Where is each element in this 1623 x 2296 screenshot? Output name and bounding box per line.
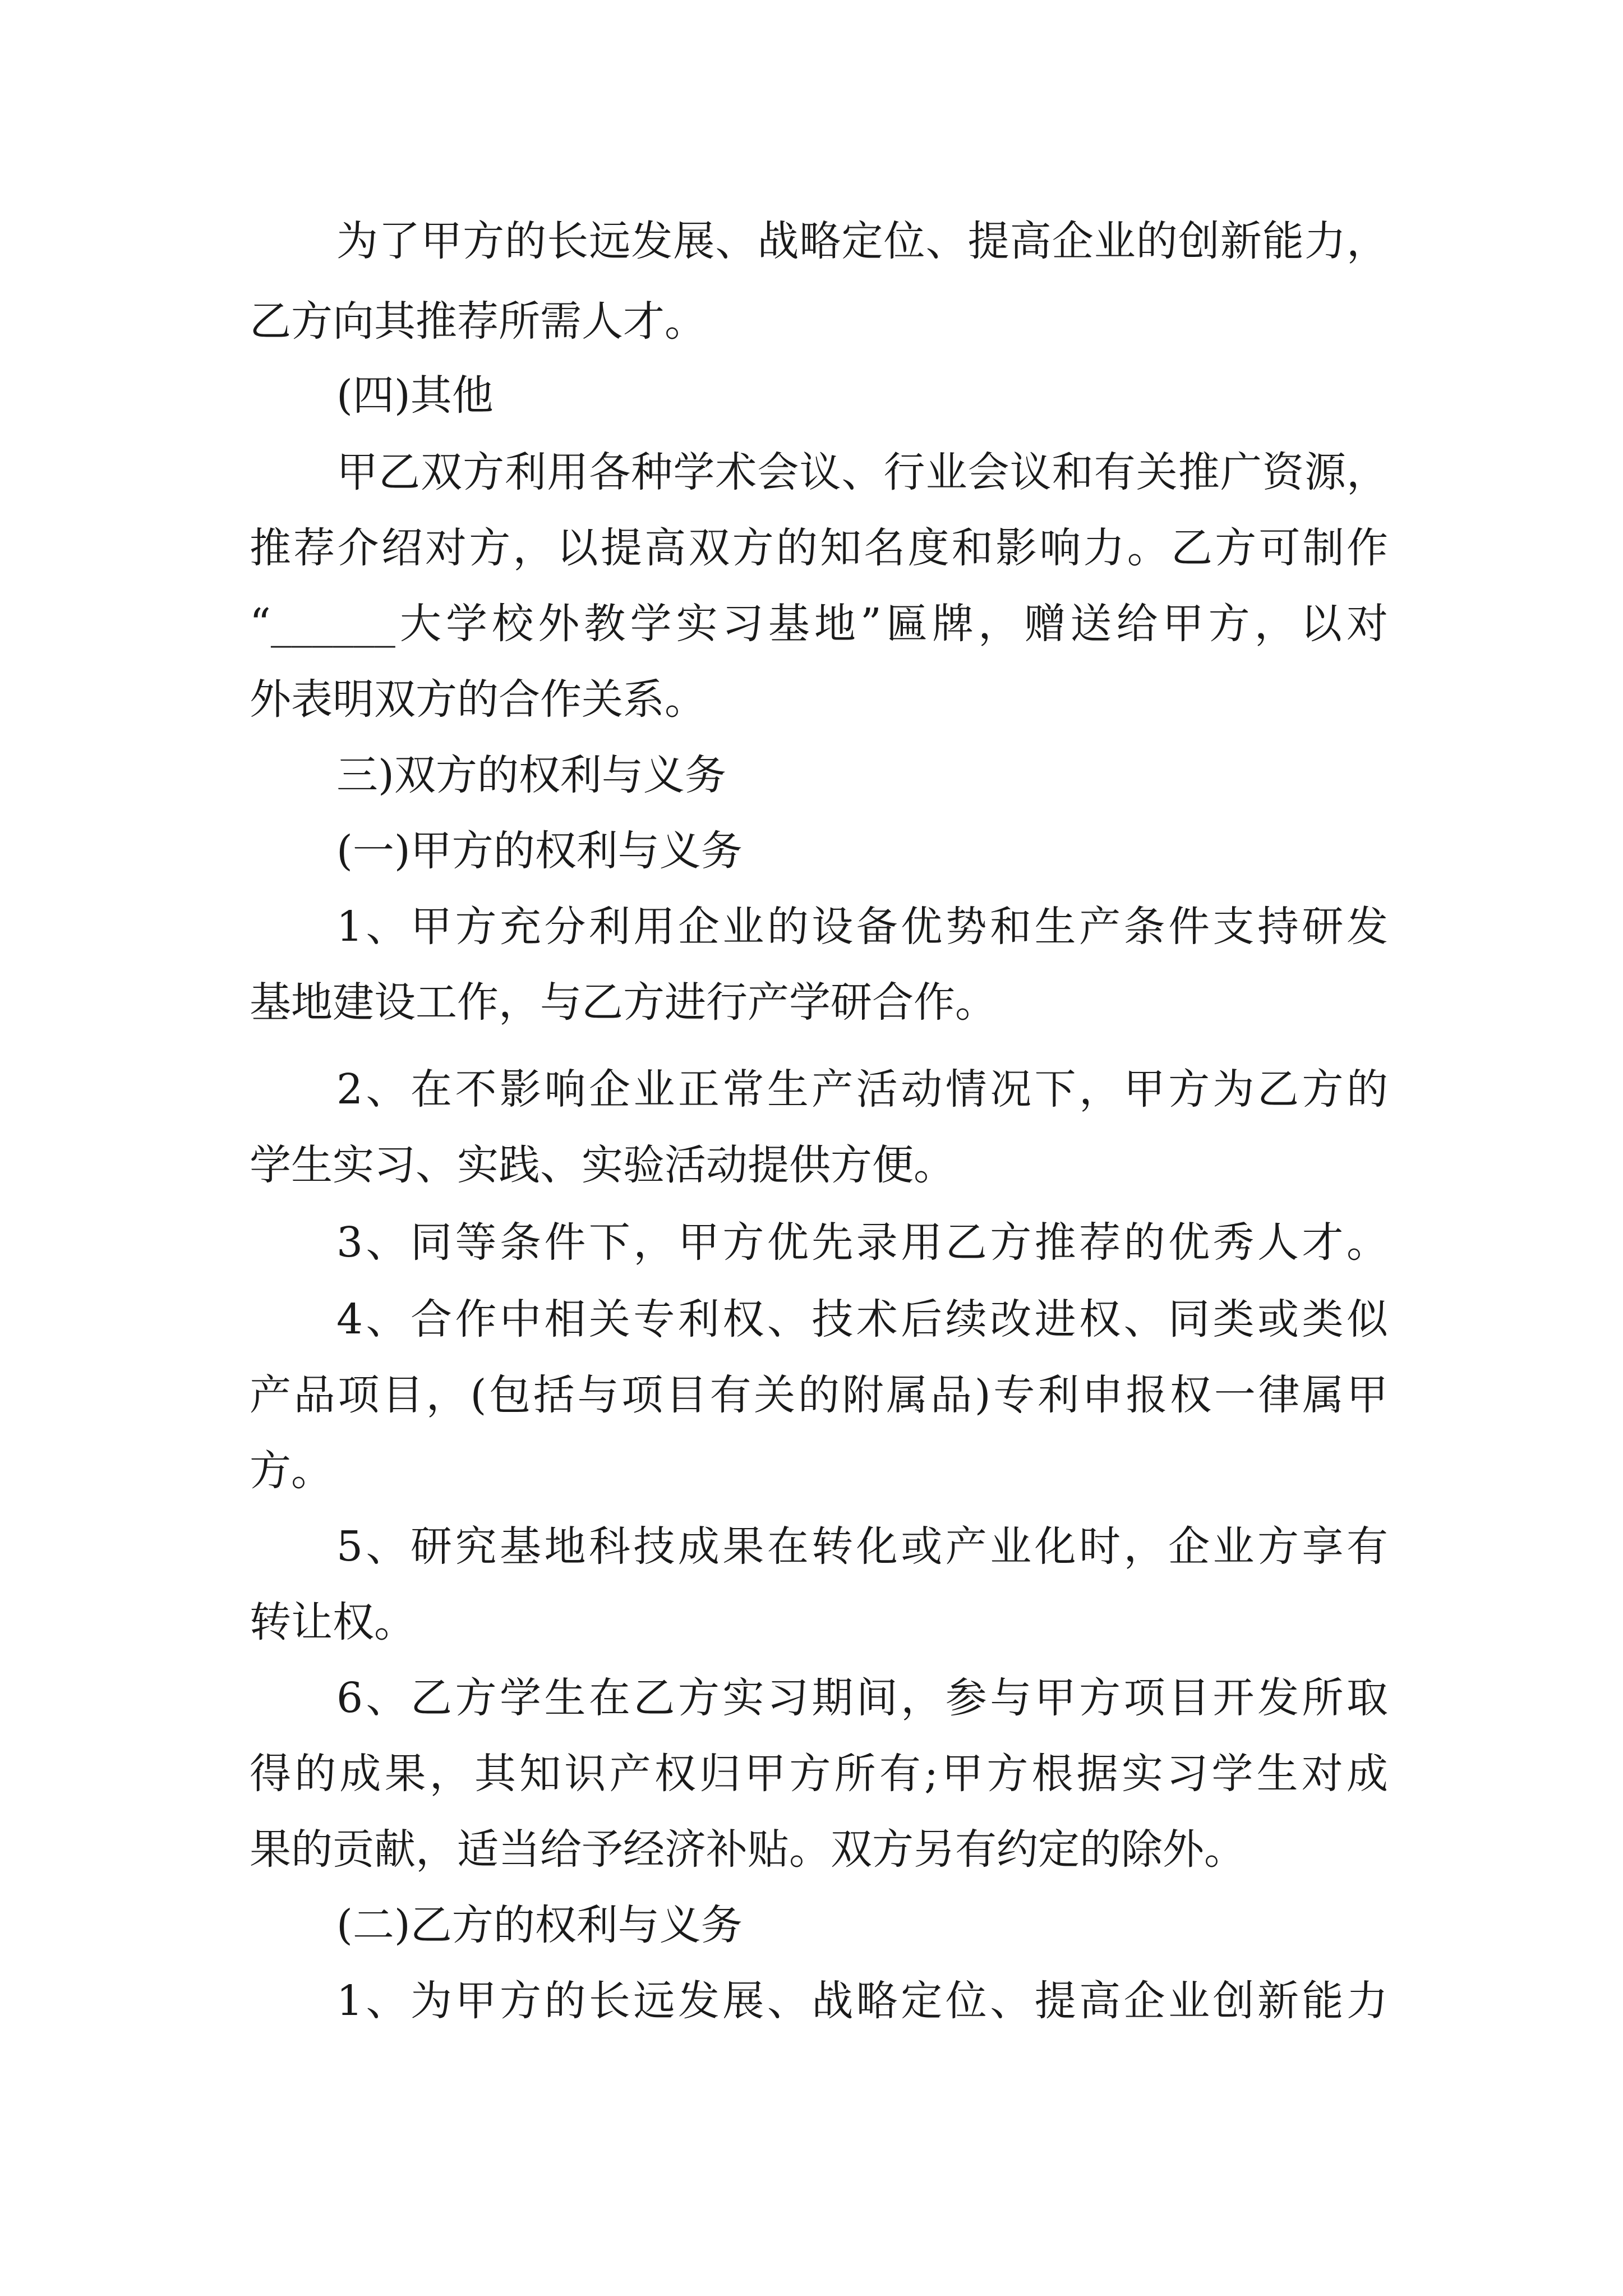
section-heading: (二)乙方的权利与义务 — [336, 1901, 743, 1949]
paragraph-line: 外表明双方的合作关系。 — [250, 675, 706, 724]
paragraph-line: 乙方向其推荐所需人才。 — [250, 297, 706, 346]
paragraph-line: 6、乙方学生在乙方实习期间，参与甲方项目开发所取 — [336, 1674, 1388, 1722]
paragraph-line: 为了甲方的长远发展、战略定位、提高企业的创新能力， — [336, 217, 1388, 265]
paragraph-line: 3、同等条件下，甲方优先录用乙方推荐的优秀人才。 — [336, 1218, 1388, 1267]
paragraph-line: 方。 — [250, 1447, 333, 1495]
paragraph-line: 1、甲方充分利用企业的设备优势和生产条件支持研发 — [336, 903, 1388, 951]
section-heading: 三)双方的权利与义务 — [336, 751, 726, 799]
paragraph-line: 甲乙双方利用各种学术会议、行业会议和有关推广资源， — [336, 448, 1388, 496]
paragraph-line: 4、合作中相关专利权、技术后续改进权、同类或类似 — [336, 1295, 1388, 1343]
paragraph-line: “______大学校外教学实习基地”匾牌，赠送给甲方，以对 — [250, 600, 1388, 648]
paragraph-line: 基地建设工作，与乙方进行产学研合作。 — [250, 978, 997, 1027]
section-heading: (一)甲方的权利与义务 — [336, 827, 743, 875]
paragraph-line: 转让权。 — [250, 1598, 416, 1646]
section-heading: (四)其他 — [336, 371, 494, 420]
paragraph-line: 5、研究基地科技成果在转化或产业化时，企业方享有 — [336, 1522, 1388, 1571]
paragraph-line: 果的贡献，适当给予经济补贴。双方另有约定的除外。 — [250, 1825, 1246, 1874]
paragraph-line: 产品项目，(包括与项目有关的附属品)专利申报权一律属甲 — [250, 1371, 1388, 1419]
paragraph-line: 1、为甲方的长远发展、战略定位、提高企业创新能力 — [336, 1977, 1388, 2025]
paragraph-line: 学生实习、实践、实验活动提供方便。 — [250, 1141, 955, 1189]
paragraph-line: 2、在不影响企业正常生产活动情况下，甲方为乙方的 — [336, 1065, 1388, 1114]
paragraph-line: 得的成果，其知识产权归甲方所有;甲方根据实习学生对成 — [250, 1750, 1388, 1798]
paragraph-line: 推荐介绍对方，以提高双方的知名度和影响力。乙方可制作 — [250, 524, 1388, 572]
